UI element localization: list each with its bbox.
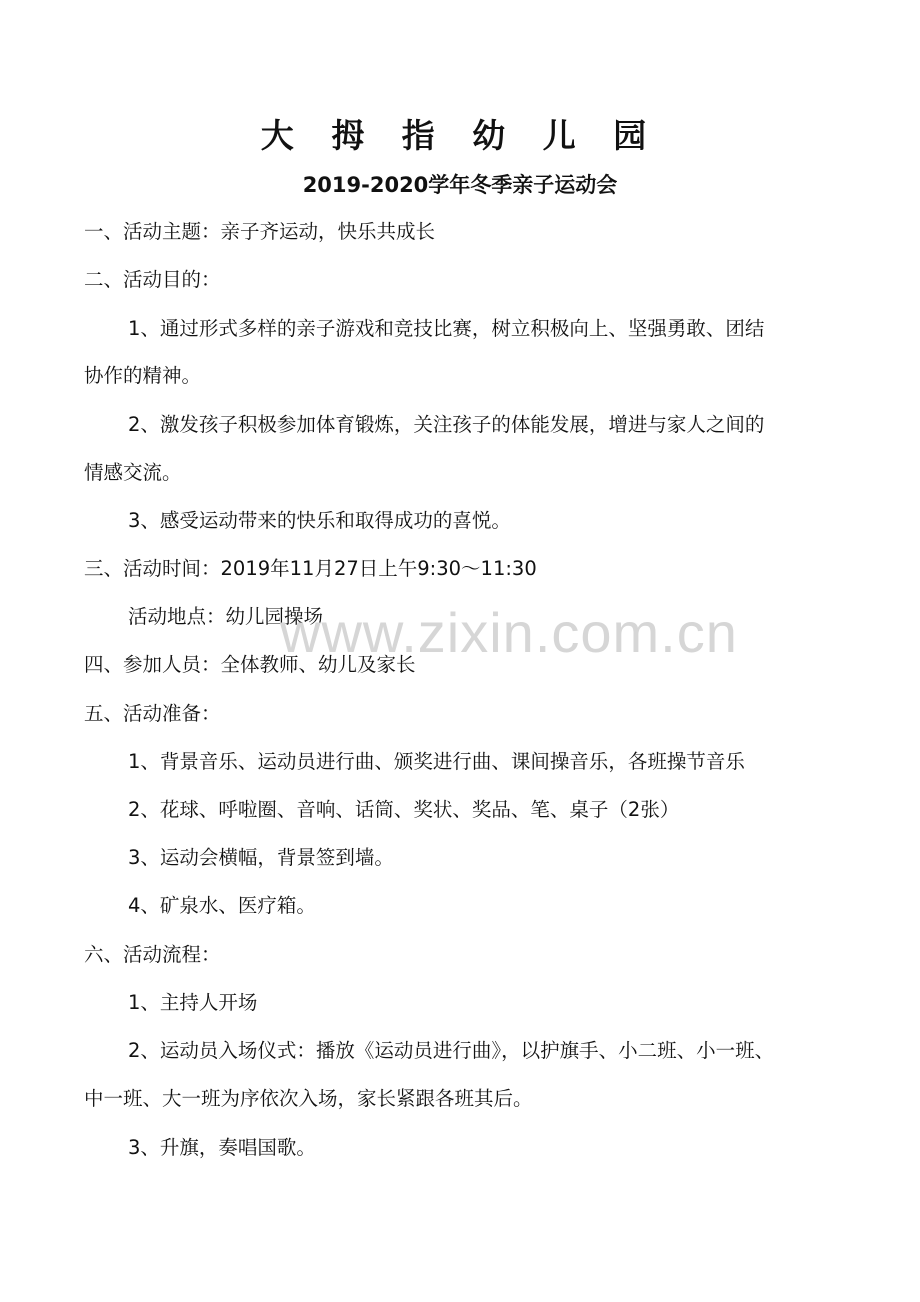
process-item-2-line-2: 中一班、大一班为序依次入场，家长紧跟各班其后。 [84, 1087, 533, 1110]
watermark: www.zixin.com.cn [280, 601, 738, 664]
process-item-2-line-1: 2、运动员入场仪式：播放《运动员进行曲》，以护旗手、小二班、小一班、 [128, 1039, 775, 1062]
section-participants: 四、参加人员：全体教师、幼儿及家长 [84, 653, 416, 676]
process-item-3: 3、升旗，奏唱国歌。 [128, 1136, 316, 1159]
process-item-1: 1、主持人开场 [128, 991, 258, 1014]
preparation-item-3: 3、运动会横幅，背景签到墙。 [128, 846, 394, 869]
preparation-item-4: 4、矿泉水、医疗箱。 [128, 894, 316, 917]
purpose-item-1-line-1: 1、通过形式多样的亲子游戏和竞技比赛，树立积极向上、坚强勇敢、团结 [128, 317, 765, 340]
document-subtitle: 2019-2020学年冬季亲子运动会 [302, 173, 618, 197]
location-line: 活动地点：幼儿园操场 [128, 605, 324, 628]
preparation-item-2: 2、花球、呼啦圈、音响、话筒、奖状、奖品、笔、桌子（2张） [128, 798, 680, 821]
document-title: 大 拇 指 幼 儿 园 [260, 116, 660, 155]
preparation-item-1: 1、背景音乐、运动员进行曲、颁奖进行曲、课间操音乐，各班操节音乐 [128, 750, 745, 773]
purpose-item-3: 3、感受运动带来的快乐和取得成功的喜悦。 [128, 509, 511, 532]
purpose-item-2-line-1: 2、激发孩子积极参加体育锻炼，关注孩子的体能发展，增进与家人之间的 [128, 413, 765, 436]
section-preparation-heading: 五、活动准备： [84, 702, 221, 725]
section-theme: 一、活动主题：亲子齐运动，快乐共成长 [84, 220, 436, 243]
section-time: 三、活动时间：2019年11月27日上午9:30～11:30 [84, 557, 537, 580]
section-purpose-heading: 二、活动目的： [84, 268, 221, 291]
section-process-heading: 六、活动流程： [84, 943, 221, 966]
purpose-item-1-line-2: 协作的精神。 [84, 364, 202, 387]
purpose-item-2-line-2: 情感交流。 [84, 461, 182, 484]
